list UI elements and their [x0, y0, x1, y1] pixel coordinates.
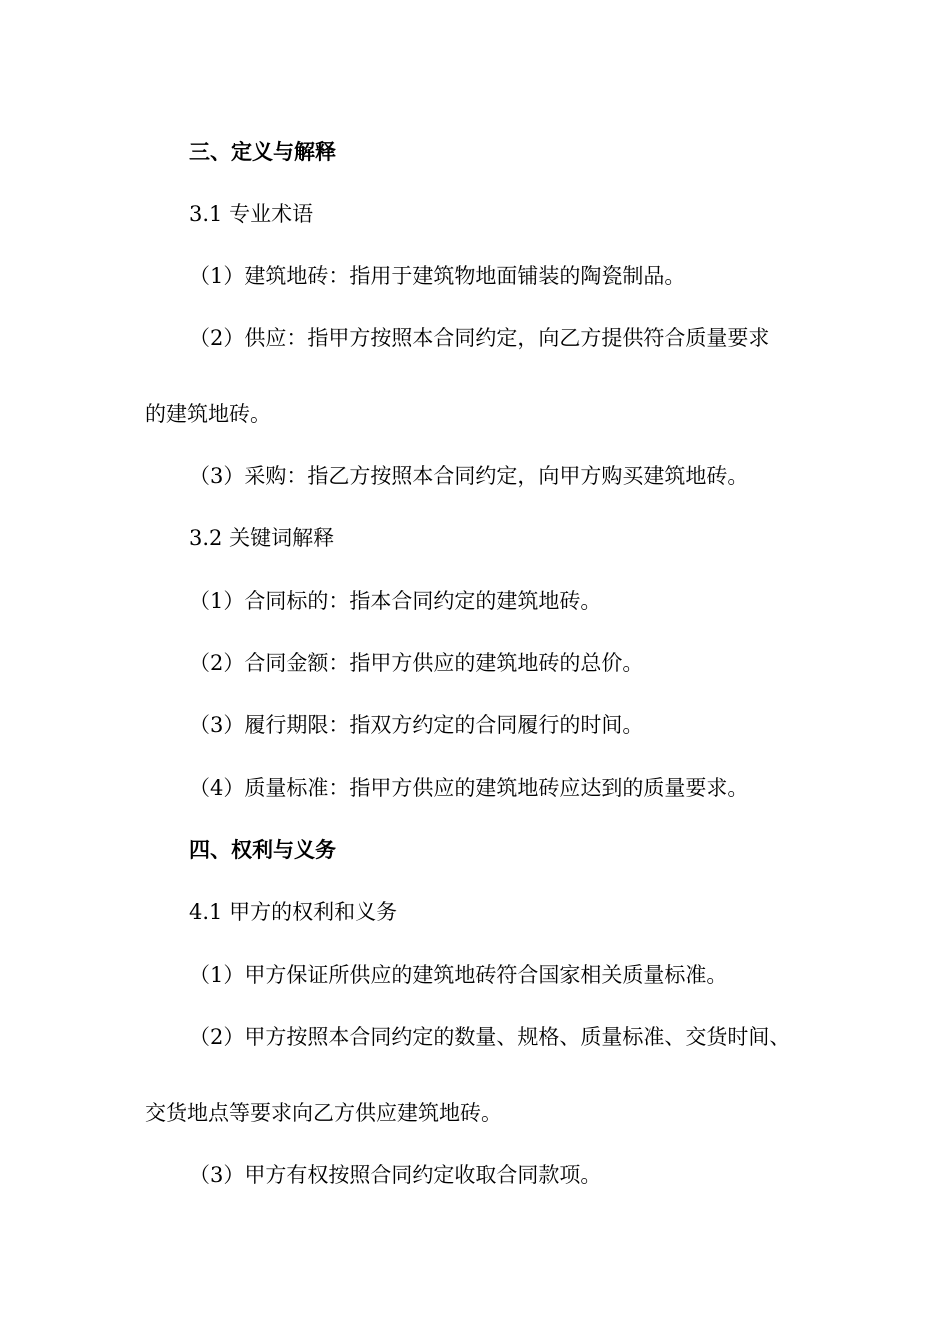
list-item: （1）建筑地砖：指用于建筑物地面铺装的陶瓷制品。: [189, 264, 686, 288]
list-item: （1）甲方保证所供应的建筑地砖符合国家相关质量标准。: [189, 963, 728, 987]
list-item: （2）合同金额：指甲方供应的建筑地砖的总价。: [189, 651, 644, 675]
list-item: （3）履行期限：指双方约定的合同履行的时间。: [189, 713, 644, 737]
list-item: （3）甲方有权按照合同约定收取合同款项。: [189, 1163, 602, 1187]
list-item: （4）质量标准：指甲方供应的建筑地砖应达到的质量要求。: [189, 776, 749, 800]
list-item: （2）供应：指甲方按照本合同约定，向乙方提供符合质量要求: [189, 326, 770, 350]
section-heading-4: 四、权利与义务: [189, 837, 336, 862]
list-item-continuation: 的建筑地砖。: [145, 402, 271, 426]
subsection-heading-3-2: 3.2 关键词解释: [189, 526, 335, 550]
section-heading-3: 三、定义与解释: [189, 139, 336, 164]
list-item: （1）合同标的：指本合同约定的建筑地砖。: [189, 589, 602, 613]
list-item-continuation: 交货地点等要求向乙方供应建筑地砖。: [145, 1101, 502, 1125]
subsection-heading-4-1: 4.1 甲方的权利和义务: [189, 900, 398, 924]
list-item: （3）采购：指乙方按照本合同约定，向甲方购买建筑地砖。: [189, 464, 749, 488]
list-item: （2）甲方按照本合同约定的数量、规格、质量标准、交货时间、: [189, 1025, 791, 1049]
subsection-heading-3-1: 3.1 专业术语: [189, 202, 314, 226]
